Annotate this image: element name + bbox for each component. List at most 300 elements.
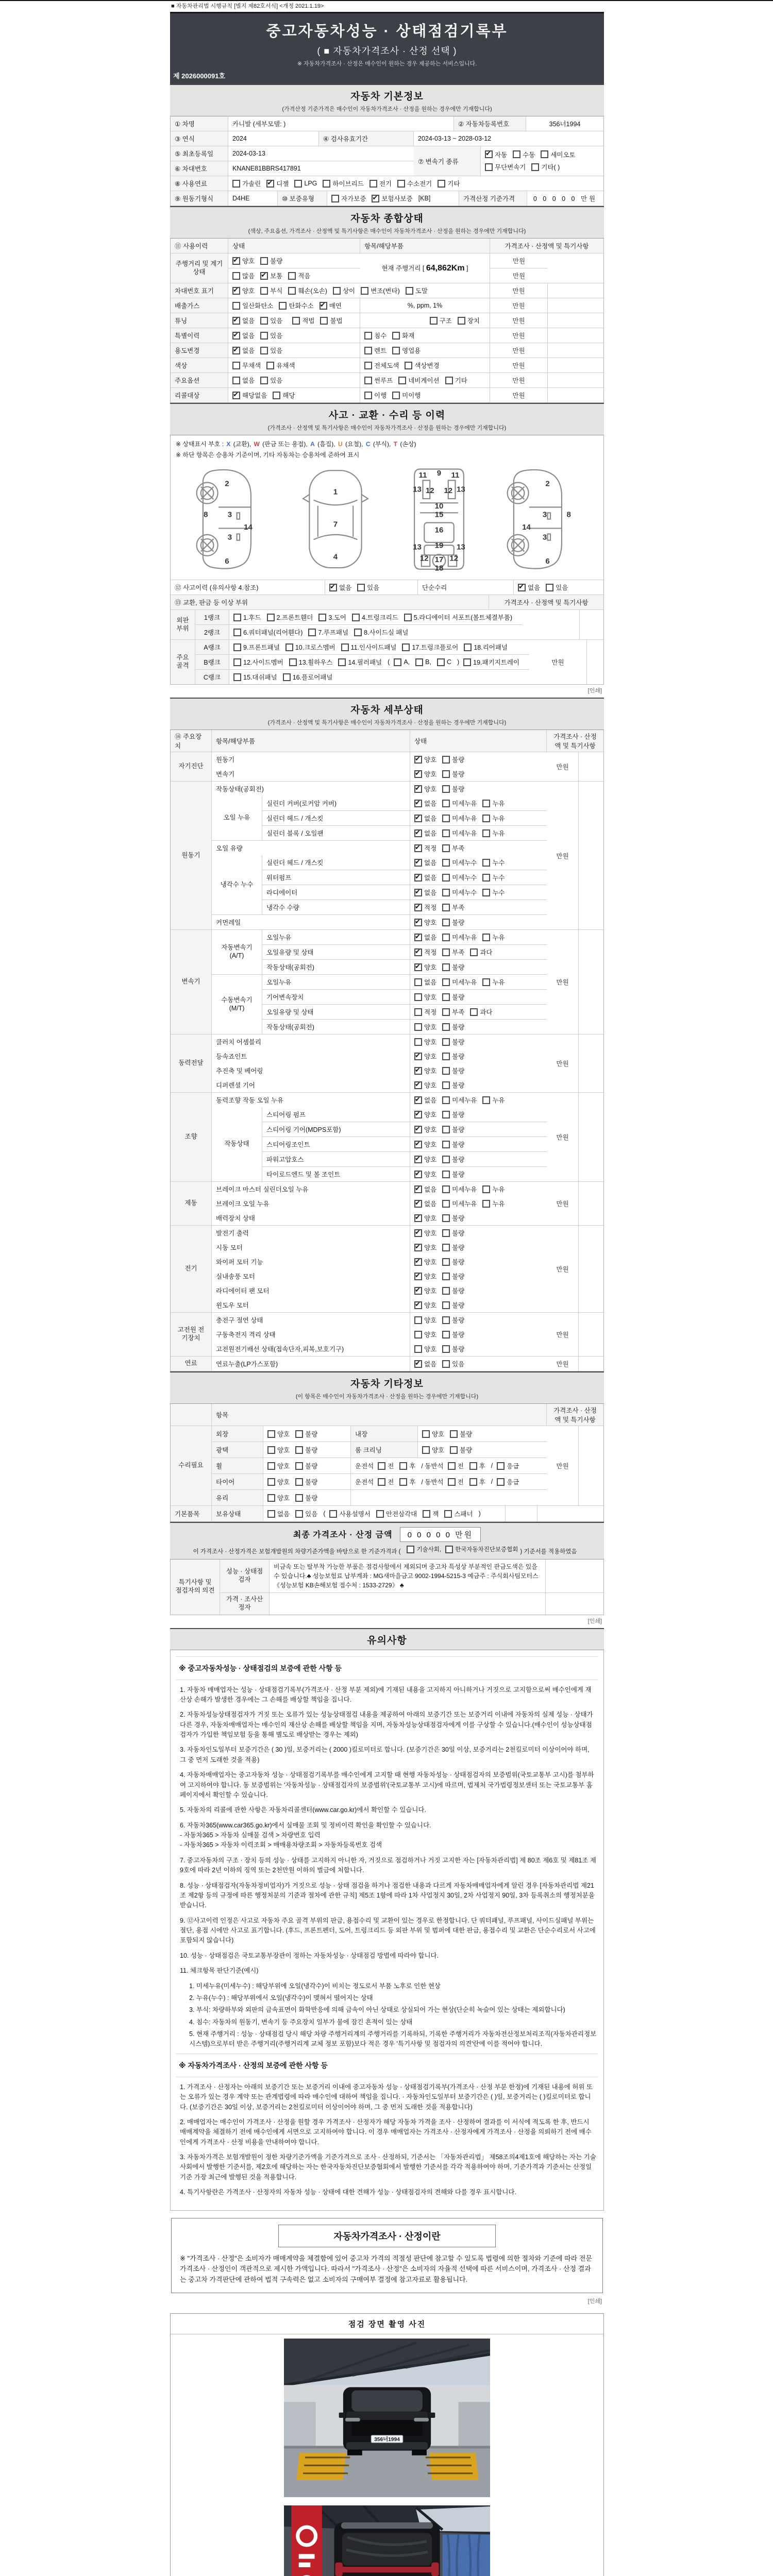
checkbox-option[interactable]: 9.프론트패널 xyxy=(233,642,280,652)
checkbox-option[interactable]: 불량 xyxy=(442,918,464,927)
checkbox-option[interactable]: 훼손(오손) xyxy=(288,286,327,295)
checkbox-option[interactable]: 있음 xyxy=(260,346,282,355)
inline-text: / 동반석 xyxy=(421,1463,444,1470)
checkbox-option[interactable]: 불량 xyxy=(442,1110,464,1119)
unchecked-checkbox-icon xyxy=(352,614,360,621)
unchecked-checkbox-icon xyxy=(445,377,453,384)
checkbox-option[interactable]: 과다 xyxy=(470,1007,492,1016)
checkbox-option[interactable]: 구조 xyxy=(430,316,452,325)
unchecked-checkbox-icon xyxy=(308,629,316,636)
unchecked-checkbox-icon xyxy=(482,1200,490,1208)
checkbox-option[interactable]: 불량 xyxy=(442,1243,464,1252)
unchecked-checkbox-icon xyxy=(404,614,412,621)
checkbox-option[interactable]: 양호 xyxy=(414,1330,436,1339)
checkbox-option[interactable]: 불량 xyxy=(442,992,464,1002)
checkbox-option[interactable]: 미세누유 xyxy=(442,977,477,987)
checkbox-option[interactable]: 있음 xyxy=(546,583,568,592)
checkbox-option[interactable]: 13.휠하우스 xyxy=(289,657,333,667)
inspection-photo-front xyxy=(171,2334,603,2501)
row-label: 특별이력 xyxy=(175,332,200,340)
checkbox-option[interactable]: 누유 xyxy=(482,977,505,987)
checkbox-option[interactable]: ✔ 양호 xyxy=(414,1286,436,1295)
sub-group-label: 자동변속기 (A/T) xyxy=(212,930,262,974)
checkbox-option[interactable]: 전체도색 xyxy=(364,361,399,370)
checkbox-option[interactable]: 있음 xyxy=(260,376,282,385)
checkbox-option[interactable]: 응급 xyxy=(497,1461,519,1470)
price-unit: 만원 xyxy=(551,659,564,666)
checkbox-option[interactable]: ✔ 없음 xyxy=(414,1095,436,1105)
checkbox-option[interactable]: 양호 xyxy=(414,1022,436,1031)
sub-group-label: 작동상태 xyxy=(212,1107,262,1181)
unchecked-checkbox-icon xyxy=(469,1478,477,1486)
unchecked-checkbox-icon xyxy=(463,658,471,666)
checked-checkbox-icon xyxy=(266,180,274,188)
checkbox-option[interactable]: 미세누유 xyxy=(442,828,477,838)
notice-item: 9. ⑫사고이력 인정은 사고로 자동차 주요 골격 부위의 판금, 용접수리 및 교환이 있는 경우로 한정합니다. 단 쿼터패널, 루프패널, 사이드실패널 부위는 절단, 용접 시에만 사고로 표기합니다. (후드, 프론트펜더, 도어, 트렁크리드 등 외판 부위 및 범퍼에 대한 판금, 용접수리 및 교환은 단순수리로서 사고에 포함되지 않습니다) xyxy=(180,1917,596,1944)
field-label: ⑤ 최초등록일 xyxy=(175,150,214,158)
checkbox-option[interactable]: 불량 xyxy=(442,1272,464,1281)
diagram-part-number: 13 xyxy=(412,543,422,552)
checkbox-option[interactable]: 유채색 xyxy=(266,361,295,370)
checkbox-option[interactable]: 가솔린 xyxy=(232,179,261,188)
unchecked-checkbox-icon xyxy=(232,302,240,310)
checkbox-option[interactable]: 미세누유 xyxy=(442,1184,477,1194)
checked-checkbox-icon xyxy=(414,800,422,807)
checkbox-option[interactable]: 하이브리드 xyxy=(323,179,363,188)
row-label: ⑬ 교환, 판금 등 이상 부위 xyxy=(175,599,248,606)
checkbox-option[interactable]: ✔ 없음 xyxy=(232,316,255,325)
diagram-part-number: 3 xyxy=(227,533,232,542)
checkbox-option[interactable]: 불량 xyxy=(442,1170,464,1179)
checkbox-option[interactable]: ✔ 양호 xyxy=(414,1170,436,1179)
checkbox-option[interactable]: ✔ 양호 xyxy=(414,1228,436,1238)
checked-checkbox-icon xyxy=(232,392,240,399)
checkbox-option[interactable]: LPG xyxy=(294,180,317,188)
unchecked-checkbox-icon xyxy=(415,658,423,666)
checkbox-option[interactable]: ✔ 양호 xyxy=(414,755,436,764)
checkbox-option[interactable]: ✔ 매연 xyxy=(320,301,342,310)
unchecked-checkbox-icon xyxy=(464,643,472,651)
checkbox-option[interactable]: 후 xyxy=(399,1477,415,1486)
checkbox-option[interactable]: 양호 xyxy=(267,1493,290,1502)
checkbox-option[interactable]: 수동 xyxy=(513,150,535,159)
checkbox-option[interactable]: 일산화탄소 xyxy=(232,301,273,310)
section-other-title: 자동차 기타정보 xyxy=(350,1379,424,1389)
rank-label: 1랭크 xyxy=(204,614,221,621)
checkbox-option[interactable]: 응급 xyxy=(497,1477,519,1486)
checkbox-option[interactable]: 수소전기 xyxy=(397,179,432,188)
checkbox-option[interactable]: ✔ 양호 xyxy=(414,1257,436,1266)
notice-item: 8. 성능 · 상태점검자(자동차정비업자)가 거짓으로 성능 · 상태 점검을 하거나 점검한 내용과 다르게 자동차매매업자에게 알린 경우 [자동차관리법 제21조 제2항 등의 규정에 따른 행정처분의 기준과 절차에 관한 규칙] 제5조 1항에 따라 1차 사업정지 30일, 2차 사업정지 90일, 3차 등록취소의 행정처분을 받습니다. xyxy=(180,1882,595,1909)
checkbox-option[interactable]: ✔ 양호 xyxy=(414,784,436,793)
unchecked-checkbox-icon xyxy=(423,1510,430,1518)
checkbox-option[interactable]: 불량 xyxy=(442,1286,464,1295)
checkbox-option[interactable]: 영업용 xyxy=(392,346,421,355)
print-link-1[interactable]: [인쇄] xyxy=(587,688,602,694)
checkbox-option[interactable]: 불량 xyxy=(442,769,464,778)
checkbox-option[interactable]: 누수 xyxy=(482,888,505,897)
checkbox-option[interactable]: 누유 xyxy=(482,1184,505,1194)
checkbox-option[interactable]: 부족 xyxy=(442,903,464,912)
group-label: 주요 골격 xyxy=(171,640,195,684)
price-unit: 만원 xyxy=(556,852,569,860)
checkbox-option[interactable]: 전 xyxy=(378,1477,394,1486)
checkbox-option[interactable]: 후 xyxy=(469,1461,485,1470)
checkbox-option[interactable]: 불량 xyxy=(442,1213,464,1223)
checkbox-option[interactable]: 이행 xyxy=(364,391,386,400)
item-label: 오일유량 및 상태 xyxy=(266,1009,314,1016)
checkbox-option[interactable]: 불량 xyxy=(442,1300,464,1310)
unchecked-checkbox-icon xyxy=(260,257,268,265)
checkbox-option[interactable]: 스패너 xyxy=(444,1509,473,1518)
checkbox-option[interactable]: 누유 xyxy=(482,799,505,808)
checkbox-option[interactable]: 후 xyxy=(469,1477,485,1486)
checkbox-option[interactable]: ✔ 양호 xyxy=(414,1066,436,1075)
checkbox-option[interactable]: ✔ 없음 xyxy=(414,828,436,838)
checkbox-option[interactable]: 16.플로어패널 xyxy=(283,672,333,682)
checkbox-option[interactable]: ✔ 양호 xyxy=(414,1110,436,1119)
checkbox-option[interactable]: 색상변경 xyxy=(405,361,439,370)
inline-text: ) xyxy=(457,658,460,666)
checkbox-option[interactable]: 미세누수 xyxy=(442,888,477,897)
checkbox-option[interactable]: 양호 xyxy=(414,1315,436,1325)
checkbox-option[interactable]: 불량 xyxy=(442,1155,464,1164)
checkbox-option[interactable]: 도말 xyxy=(406,286,428,295)
checkbox-option[interactable]: 미세누수 xyxy=(442,858,477,867)
checkbox-option[interactable]: 부식 xyxy=(260,286,282,295)
checkbox-option[interactable]: 양호 xyxy=(267,1445,290,1454)
checkbox-option[interactable]: 15.대쉬패널 xyxy=(233,672,277,682)
checkbox-option[interactable]: C xyxy=(437,658,451,666)
checkbox-option[interactable]: 잭 xyxy=(423,1509,439,1518)
checkbox-option[interactable]: 상이 xyxy=(333,286,355,295)
checked-checkbox-icon xyxy=(414,1273,422,1280)
checkbox-option[interactable]: 누유 xyxy=(482,1199,505,1208)
unchecked-checkbox-icon xyxy=(414,993,422,1001)
checkbox-option[interactable]: 양호 xyxy=(267,1477,290,1486)
checkbox-option[interactable]: 4.트렁크리드 xyxy=(352,613,398,622)
checkbox-option[interactable]: 기술사회, xyxy=(407,1545,441,1553)
checkbox-option[interactable]: 불량 xyxy=(442,784,464,793)
checkbox-option[interactable]: 불량 xyxy=(450,1445,472,1454)
checkbox-option[interactable]: 8.사이드실 패널 xyxy=(354,628,408,637)
checkbox-option[interactable]: 없음 xyxy=(232,376,255,385)
diagram-part-number: 6 xyxy=(545,556,550,566)
checkbox-option[interactable]: ✔ 없음 xyxy=(414,1184,436,1194)
checkbox-option[interactable]: 불량 xyxy=(442,1052,464,1061)
checkbox-option[interactable]: ✔ 없음 xyxy=(414,814,436,823)
field-value: 카니발 (세부모델: ) xyxy=(232,121,286,128)
checkbox-option[interactable]: 양호 xyxy=(267,1461,290,1470)
checkbox-option[interactable]: 세미오토 xyxy=(541,150,575,159)
checkbox-option[interactable]: ✔ 디젤 xyxy=(266,179,289,188)
checkbox-option[interactable]: 불량 xyxy=(442,1066,464,1075)
checkbox-option[interactable]: 변조(변타) xyxy=(361,286,400,295)
checkbox-option[interactable]: 11.인사이드패널 xyxy=(341,642,397,652)
checkbox-option[interactable]: 불량 xyxy=(442,1140,464,1149)
unchecked-checkbox-icon xyxy=(442,756,450,764)
checkbox-option[interactable]: 미세누유 xyxy=(442,933,477,942)
checkbox-option[interactable]: 불량 xyxy=(442,962,464,972)
print-link-2[interactable]: [인쇄] xyxy=(587,1618,602,1624)
checkbox-option[interactable]: 적음 xyxy=(288,271,310,280)
checkbox-option[interactable]: ✔ 적정 xyxy=(414,843,436,853)
checkbox-option[interactable]: 전 xyxy=(378,1461,394,1470)
notice-item: 1. 가격조사 · 산정자는 아래의 보증기간 또는 보증거리 이내에 중고자동차 성능 · 상태점검기록부(가격조사 · 산정 부분 한정)에 기재된 내용에 허위 또는 오류가 있는 경우 계약 또는 관계법령에 따라 매수인에 대하여 책임을 집니다. · 자동차인도일부터 보증기간은 ( )일, 보증거리는 ( )킬로미터로 합니다. (보증기간은 30일 이상, 보증거리는 2천킬로미터 이상이어야 하며, 그 중 먼저 도래한 것을 적용합니다) xyxy=(180,2083,593,2111)
detail-state-table xyxy=(170,730,604,1371)
checkbox-option[interactable]: 누수 xyxy=(482,858,505,867)
checkbox-option[interactable]: ✔ 보통 xyxy=(260,271,282,280)
checkbox-option[interactable]: ✔ 없음 xyxy=(414,933,436,942)
checkbox-option[interactable]: 적정 xyxy=(414,1007,436,1016)
checkbox-option[interactable]: 7.루프패널 xyxy=(308,628,348,637)
checkbox-option[interactable]: 전기 xyxy=(369,179,392,188)
checkbox-option[interactable]: ✔ 양호 xyxy=(232,286,255,295)
item-label: 실내송풍 모터 xyxy=(216,1273,255,1280)
checkbox-option[interactable]: 2.프론트휀더 xyxy=(267,613,313,622)
checkbox-option[interactable]: 한국자동차진단보증협회 xyxy=(445,1545,518,1553)
checkbox-option[interactable]: 장치 xyxy=(458,316,480,325)
unchecked-checkbox-icon xyxy=(295,1510,303,1518)
checkbox-option[interactable]: 자가보증 xyxy=(331,194,366,203)
unchecked-checkbox-icon xyxy=(232,362,240,369)
checkbox-option[interactable]: 없음 xyxy=(267,1509,290,1518)
checkbox-option[interactable]: 기타 xyxy=(438,179,460,188)
checkbox-option[interactable]: 후 xyxy=(399,1461,415,1470)
diagram-part-number: 12 xyxy=(425,486,434,495)
checkbox-option[interactable]: ✔ 양호 xyxy=(414,1272,436,1281)
checkbox-option[interactable]: ✔ 없음 xyxy=(232,331,255,340)
unchecked-checkbox-icon xyxy=(260,347,268,354)
checkbox-option[interactable]: 있음 xyxy=(260,316,282,325)
checkbox-option[interactable]: 있음 xyxy=(295,1509,317,1518)
checkbox-option[interactable]: 불량 xyxy=(442,1344,464,1353)
car-diagram-side_right xyxy=(497,466,589,573)
unchecked-checkbox-icon xyxy=(482,829,490,837)
checkbox-option[interactable]: 불량 xyxy=(295,1461,317,1470)
checkbox-option[interactable]: 화재 xyxy=(392,331,414,340)
unchecked-checkbox-icon xyxy=(442,1156,450,1163)
checkbox-option[interactable]: ✔ 없음 xyxy=(329,583,351,592)
device-label: 연료 xyxy=(171,1357,212,1371)
checkbox-option[interactable]: A, xyxy=(394,658,410,666)
checkbox-option[interactable]: 18.리어패널 xyxy=(464,642,508,652)
checkbox-option[interactable]: ✔ 적정 xyxy=(414,903,436,912)
price-unit: 만원 xyxy=(512,392,525,399)
checkbox-option[interactable]: 미세누유 xyxy=(442,799,477,808)
checkbox-option[interactable]: 많음 xyxy=(232,271,255,280)
item-label: 유리 xyxy=(216,1495,229,1502)
checkbox-option[interactable]: 3.도어 xyxy=(318,613,346,622)
checkbox-option[interactable]: 미이행 xyxy=(392,391,421,400)
checked-checkbox-icon xyxy=(414,859,422,867)
checked-checkbox-icon xyxy=(414,1096,422,1104)
checkbox-option[interactable]: 무단변속기 xyxy=(485,162,526,172)
checked-checkbox-icon xyxy=(414,1053,422,1060)
inline-text: / 동반석 xyxy=(421,1479,444,1486)
checkbox-option[interactable]: 누유 xyxy=(482,828,505,838)
checkbox-option[interactable]: 불량 xyxy=(442,1022,464,1031)
checkbox-option[interactable]: 불량 xyxy=(260,256,282,265)
overall-state-table xyxy=(170,239,604,403)
column-header: 항목 xyxy=(216,1412,229,1419)
field-label: ① 차명 xyxy=(175,121,195,128)
unchecked-checkbox-icon xyxy=(232,377,240,384)
checkbox-option[interactable]: 불량 xyxy=(295,1493,317,1502)
checkbox-option[interactable]: 불량 xyxy=(442,1315,464,1325)
checkbox-option[interactable]: 불량 xyxy=(442,1080,464,1090)
unchecked-checkbox-icon xyxy=(442,993,450,1001)
checkbox-option[interactable]: 불량 xyxy=(442,1330,464,1339)
checkbox-option[interactable]: 양호 xyxy=(414,1037,436,1046)
unchecked-checkbox-icon xyxy=(283,673,291,681)
checkbox-option[interactable]: ✔ 양호 xyxy=(414,1080,436,1090)
checkbox-option[interactable]: ✔ 없음 xyxy=(414,1359,436,1368)
checkbox-option[interactable]: ✔ 양호 xyxy=(414,918,436,927)
checkbox-option[interactable]: 부족 xyxy=(442,947,464,957)
unchecked-checkbox-icon xyxy=(414,1008,422,1016)
checkbox-option[interactable]: 불량 xyxy=(442,755,464,764)
checkbox-option[interactable]: 부족 xyxy=(442,1007,464,1016)
print-link-3[interactable]: [인쇄] xyxy=(587,2298,602,2304)
checkbox-option[interactable]: 14.필러패널 xyxy=(338,657,382,667)
checkbox-option[interactable]: ✔ 양호 xyxy=(414,1155,436,1164)
section-detail-title: 자동차 세부상태 xyxy=(350,705,424,716)
checkbox-option[interactable]: ✔ 자동 xyxy=(485,150,507,159)
checkbox-option[interactable]: 누유 xyxy=(482,933,505,942)
checkbox-option[interactable]: 렌트 xyxy=(364,346,386,355)
checkbox-option[interactable]: 있음 xyxy=(442,1359,464,1368)
checkbox-option[interactable]: 17.트렁크플로어 xyxy=(402,642,458,652)
checkbox-option[interactable]: 불량 xyxy=(295,1445,317,1454)
checkbox-option[interactable]: ✔ 양호 xyxy=(414,1052,436,1061)
checkbox-option[interactable]: 미세누수 xyxy=(442,873,477,882)
checkbox-option[interactable]: 불량 xyxy=(450,1429,472,1438)
checkbox-option[interactable]: ✔ 해당없음 xyxy=(232,391,267,400)
photos-section-title: 점검 장면 촬영 사진 xyxy=(171,2314,603,2334)
checkbox-option[interactable]: 양호 xyxy=(422,1429,444,1438)
checkbox-option[interactable]: ✔ 양호 xyxy=(414,1125,436,1134)
checkbox-option[interactable]: 네비게이션 xyxy=(398,376,439,385)
checked-checkbox-icon xyxy=(414,1141,422,1148)
checkbox-option[interactable]: 불량 xyxy=(442,1125,464,1134)
checkbox-option[interactable]: ✔ 양호 xyxy=(414,1213,436,1223)
checkbox-option[interactable]: 적법 xyxy=(292,316,314,325)
checkbox-option[interactable]: ✔ 양호 xyxy=(414,962,436,972)
checked-checkbox-icon xyxy=(414,934,422,941)
checkbox-option[interactable]: ✔ 없음 xyxy=(414,858,436,867)
unchecked-checkbox-icon xyxy=(233,643,241,651)
checkbox-option[interactable]: 미세누유 xyxy=(442,1199,477,1208)
checkbox-option[interactable]: 양호 xyxy=(414,992,436,1002)
checkbox-option[interactable]: 양호 xyxy=(267,1429,290,1438)
unchecked-checkbox-icon xyxy=(414,1038,422,1046)
checkbox-option[interactable]: 1.후드 xyxy=(233,613,261,622)
checked-checkbox-icon xyxy=(372,195,379,202)
field-label: ⑥ 차대번호 xyxy=(175,165,207,173)
checkbox-option[interactable]: B, xyxy=(415,658,431,666)
checkbox-option[interactable]: 전 xyxy=(448,1461,464,1470)
checkbox-option[interactable]: ✔ 없음 xyxy=(518,583,540,592)
checkbox-option[interactable]: ✔ 양호 xyxy=(414,1243,436,1252)
checkbox-option[interactable]: ✔ 적정 xyxy=(414,947,436,957)
unchecked-checkbox-icon xyxy=(442,1141,450,1148)
checkbox-option[interactable]: 12.사이드멤버 xyxy=(233,657,283,667)
checkbox-option[interactable]: 불량 xyxy=(442,1228,464,1238)
checkbox-option[interactable]: 전 xyxy=(448,1477,464,1486)
checkbox-option[interactable]: 사용설명서 xyxy=(329,1509,370,1518)
checkbox-option[interactable]: ✔ 양호 xyxy=(414,769,436,778)
checkbox-option[interactable]: ✔ 없음 xyxy=(414,888,436,897)
checkbox-option[interactable]: ✔ 양호 xyxy=(414,1300,436,1310)
item-label: 스티어링조인트 xyxy=(266,1141,310,1148)
checkbox-option[interactable]: 썬루프 xyxy=(364,376,393,385)
checkbox-option[interactable]: 침수 xyxy=(364,331,386,340)
checkbox-option[interactable]: 없음 xyxy=(414,977,436,987)
checkbox-option[interactable]: ✔ 양호 xyxy=(232,256,255,265)
basic-info-table xyxy=(170,116,604,206)
checkbox-option[interactable]: 불량 xyxy=(295,1477,317,1486)
checkbox-option[interactable]: 미세누유 xyxy=(442,1095,477,1105)
unchecked-checkbox-icon xyxy=(331,195,339,202)
checkbox-option[interactable]: 불량 xyxy=(442,1037,464,1046)
checkbox-option[interactable]: 불량 xyxy=(295,1429,317,1438)
checkbox-option[interactable]: ✔ 없음 xyxy=(414,1199,436,1208)
checkbox-option[interactable]: ✔ 없음 xyxy=(232,346,255,355)
unchecked-checkbox-icon xyxy=(402,643,410,651)
checkbox-option[interactable]: ✔ 없음 xyxy=(414,799,436,808)
checkbox-option[interactable]: 기타( ) xyxy=(531,162,560,172)
checkbox-option[interactable]: 5.라디에이터 서포트(볼트체결부품) xyxy=(404,613,512,622)
checkbox-option[interactable]: 불량 xyxy=(442,1257,464,1266)
checkbox-option[interactable]: 과다 xyxy=(470,947,492,957)
checkbox-option[interactable]: 불법 xyxy=(320,316,342,325)
checkbox-option[interactable]: 누유 xyxy=(482,814,505,823)
checkbox-option[interactable]: 10.크로스멤버 xyxy=(285,642,335,652)
checkbox-option[interactable]: 누수 xyxy=(482,873,505,882)
unchecked-checkbox-icon xyxy=(260,377,268,384)
checkbox-option[interactable]: 해당 xyxy=(273,391,295,400)
checkbox-option[interactable]: 탄화수소 xyxy=(279,301,313,310)
unchecked-checkbox-icon xyxy=(442,1214,450,1222)
checkbox-option[interactable]: 19.패키지트레이 xyxy=(463,657,519,667)
checkbox-option[interactable]: 있음 xyxy=(260,331,282,340)
checkbox-option[interactable]: 부족 xyxy=(442,843,464,853)
unchecked-checkbox-icon xyxy=(406,287,413,295)
checkbox-option[interactable]: 6.쿼터패널(리어휀다) xyxy=(233,628,303,637)
price-unit: 만원 xyxy=(556,764,569,771)
checked-checkbox-icon xyxy=(414,1244,422,1251)
unchecked-checkbox-icon xyxy=(233,658,241,666)
column-header: 항목/해당부품 xyxy=(216,738,255,745)
checkbox-option[interactable]: 양호 xyxy=(422,1445,444,1454)
checked-checkbox-icon xyxy=(232,332,240,340)
checkbox-option[interactable]: ✔ 양호 xyxy=(414,1140,436,1149)
inspection-photos-section xyxy=(170,2313,604,2576)
checkbox-option[interactable]: 누유 xyxy=(482,1095,505,1105)
notice-item: 1. 자동차 매매업자는 성능 · 상태점검기록부(가격조사 · 산정 부분 제외)에 기재된 내용을 고지하지 아니하거나 거짓으로 고지함으로써 매수인에게 재산상 손해가 발생한 경우에는 그 손해를 배상할 책임을 집니다. xyxy=(180,1686,592,1703)
checkbox-option[interactable]: ✔ 없음 xyxy=(414,873,436,882)
checkbox-option[interactable]: ✔ 보험사보증 xyxy=(372,194,412,203)
checkbox-option[interactable]: 있음 xyxy=(357,583,379,592)
checkbox-option[interactable]: 기타 xyxy=(445,376,467,385)
checkbox-option[interactable]: 안전삼각대 xyxy=(376,1509,417,1518)
unchecked-checkbox-icon xyxy=(442,1273,450,1280)
unchecked-checkbox-icon xyxy=(407,1546,414,1553)
checkbox-option[interactable]: 미세누유 xyxy=(442,814,477,823)
checkbox-option[interactable]: 무채색 xyxy=(232,361,261,370)
checkbox-option[interactable]: 양호 xyxy=(414,1344,436,1353)
